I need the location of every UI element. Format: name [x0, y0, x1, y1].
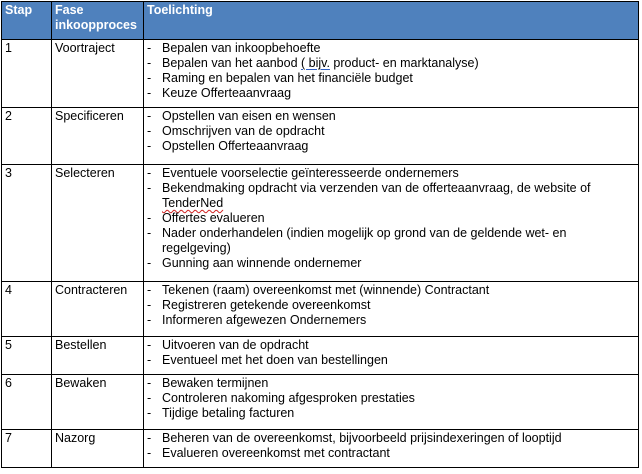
list-item: - Tekenen (raam) overeenkomst met (winnende) Contractant: [147, 283, 636, 298]
cell-stap: 5: [2, 337, 52, 375]
cell-toelichting: [144, 430, 639, 468]
cell-fase: Contracteren: [52, 282, 144, 337]
list-item: - Eventuele voorselectie geïnteresseerde ondernemers: [147, 166, 636, 181]
header-fase: Fase inkoopproces: [52, 2, 144, 40]
bullet-list: [147, 431, 636, 461]
bullet-list: [147, 41, 636, 101]
list-item: - Omschrijven van de opdracht: [147, 124, 636, 139]
header-stap: Stap: [2, 2, 52, 40]
cell-toelichting: [144, 375, 639, 430]
cell-toelichting: [144, 108, 639, 165]
table-row: [2, 165, 639, 282]
table-body: [2, 40, 639, 468]
header-toelichting: Toelichting: [144, 2, 639, 40]
bullet-list: [147, 166, 636, 271]
cell-stap: 1: [2, 40, 52, 108]
list-item: - Bepalen van inkoopbehoefte: [147, 41, 636, 56]
list-item: - Controleren nakoming afgesproken prestaties: [147, 391, 636, 406]
cell-toelichting: [144, 165, 639, 282]
text-fragment: Bekendmaking opdracht via verzenden van de offerteaanvraag, de website of: [162, 181, 591, 195]
bullet-list: [147, 376, 636, 421]
list-item: - Tijdige betaling facturen: [147, 406, 636, 421]
bullet-list: [147, 338, 636, 368]
spelling-marked-text: TenderNed: [162, 196, 224, 210]
list-item: - Raming en bepalen van het financiële budget: [147, 71, 636, 86]
table-header: [2, 2, 639, 40]
list-item: [147, 56, 636, 71]
list-item: [147, 181, 636, 211]
cell-fase: Selecteren: [52, 165, 144, 282]
list-item: - Opstellen Offerteaanvraag: [147, 139, 636, 154]
cell-stap: 3: [2, 165, 52, 282]
list-item: - Beheren van de overeenkomst, bijvoorbeeld prijsindexeringen of looptijd: [147, 431, 636, 446]
list-item: - Uitvoeren van de opdracht: [147, 338, 636, 353]
cell-stap: 6: [2, 375, 52, 430]
cell-fase: Bestellen: [52, 337, 144, 375]
text-fragment: product- en marktanalyse): [329, 56, 479, 70]
cell-fase: Voortraject: [52, 40, 144, 108]
table-row: [2, 375, 639, 430]
table-row: [2, 430, 639, 468]
cell-stap: 2: [2, 108, 52, 165]
cell-fase: Specificeren: [52, 108, 144, 165]
list-item: - Eventueel met het doen van bestellingen: [147, 353, 636, 368]
table-row: [2, 108, 639, 165]
bullet-list: [147, 283, 636, 328]
cell-fase: Nazorg: [52, 430, 144, 468]
cell-stap: 7: [2, 430, 52, 468]
cell-stap: 4: [2, 282, 52, 337]
cell-toelichting: [144, 337, 639, 375]
list-item: - Gunning aan winnende ondernemer: [147, 256, 636, 271]
bullet-list: [147, 109, 636, 154]
list-item: - Informeren afgewezen Ondernemers: [147, 313, 636, 328]
list-item: - Bewaken termijnen: [147, 376, 636, 391]
list-item: - Evalueren overeenkomst met contractant: [147, 446, 636, 461]
header-row: [2, 2, 639, 40]
list-item: - Opstellen van eisen en wensen: [147, 109, 636, 124]
list-item: - Registreren getekende overeenkomst: [147, 298, 636, 313]
table-row: [2, 337, 639, 375]
cell-toelichting: [144, 282, 639, 337]
table-row: [2, 282, 639, 337]
list-item: - Keuze Offerteaanvraag: [147, 86, 636, 101]
list-item: - Nader onderhandelen (indien mogelijk op grond van de geldende wet- en regelgeving): [147, 226, 636, 256]
cell-toelichting: [144, 40, 639, 108]
cell-fase: Bewaken: [52, 375, 144, 430]
text-fragment: Bepalen van het aanbod: [162, 56, 302, 70]
grammar-marked-text: ( bijv.: [301, 56, 330, 70]
table-row: [2, 40, 639, 108]
list-item: - Offertes evalueren: [147, 211, 636, 226]
inkoopproces-table: [1, 1, 639, 468]
